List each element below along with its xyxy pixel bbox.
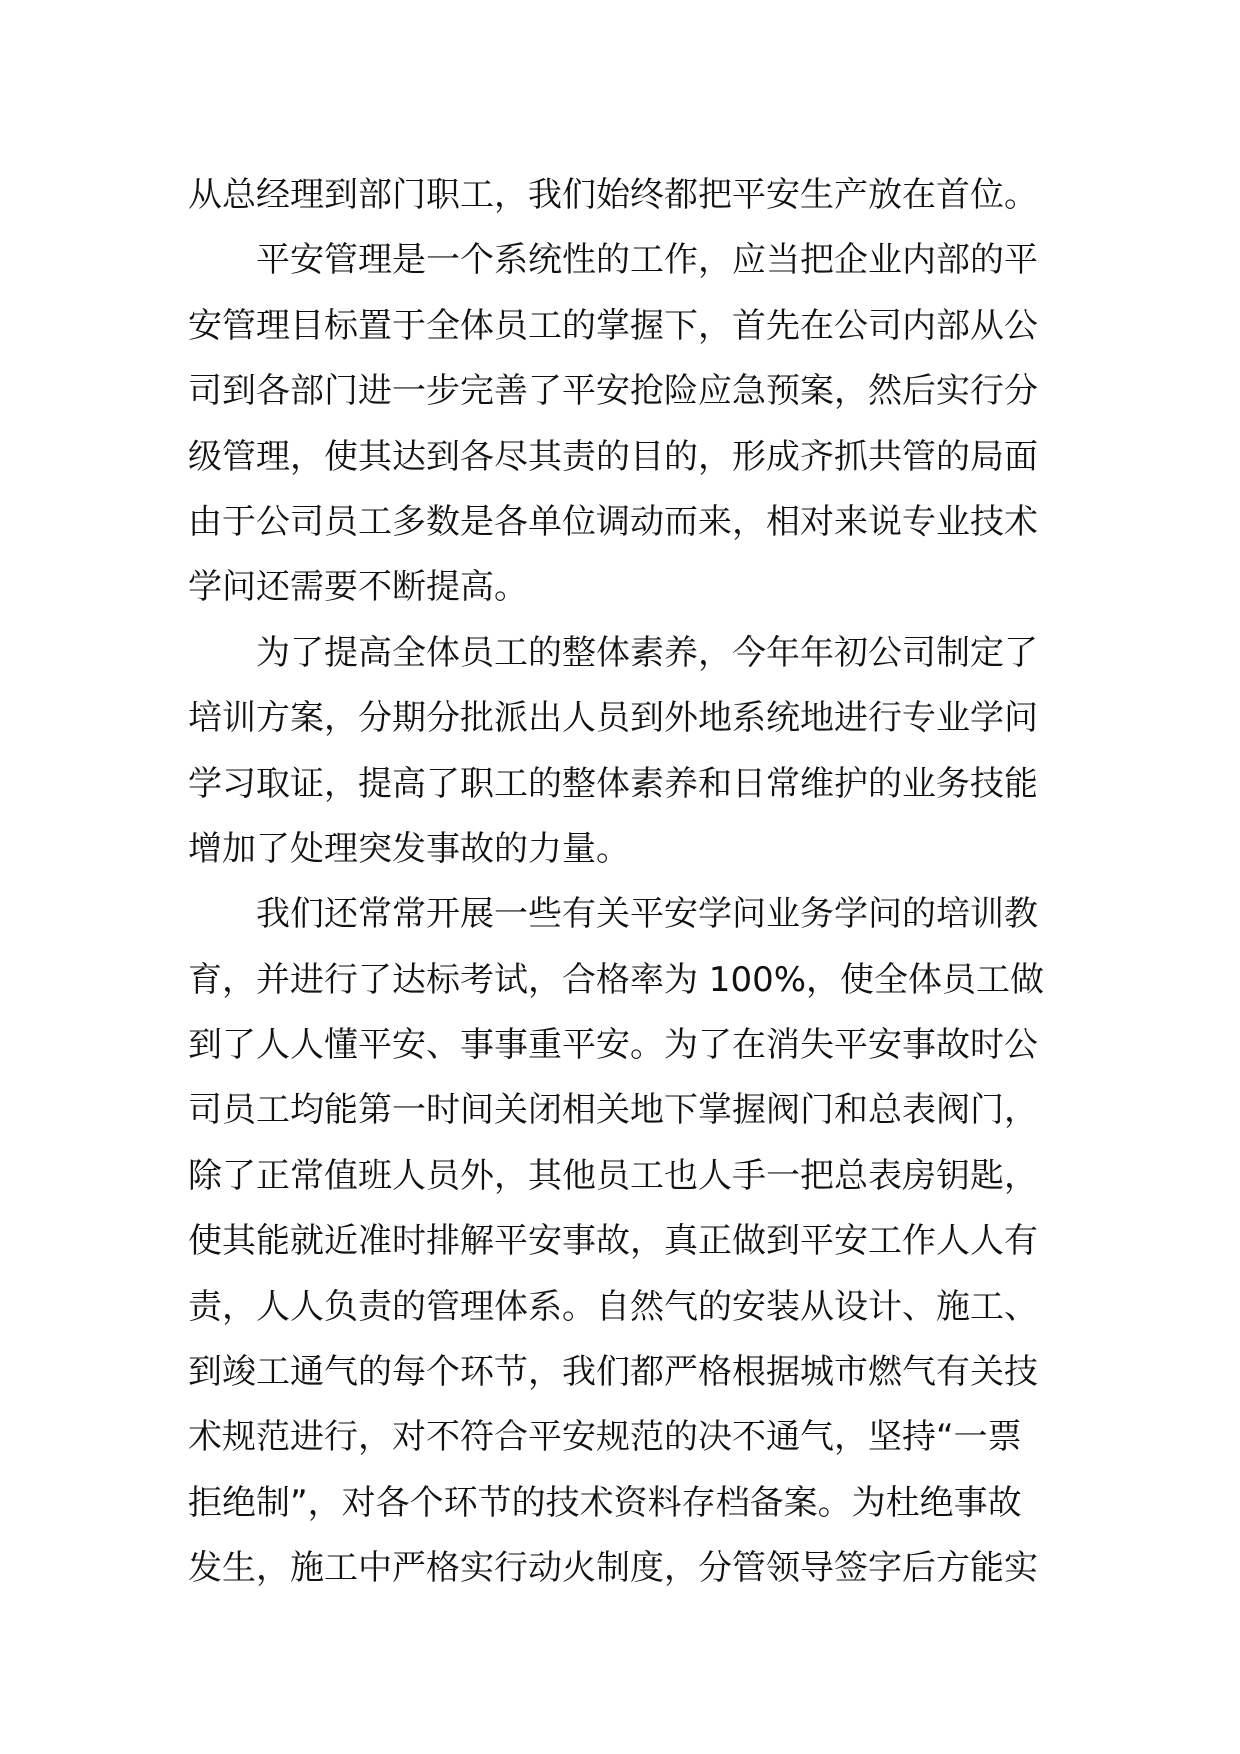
text-line: 使其能就近准时排解平安事故，真正做到平安工作人人有 (188, 1221, 1038, 1262)
text-line: 平安管理是一个系统性的工作，应当把企业内部的平 (256, 240, 1038, 281)
text-line: 学问还需要不断提高。 (188, 567, 528, 608)
body-text (188, 163, 1054, 1602)
text-line: 到竣工通气的每个环节，我们都严格根据城市燃气有关技 (188, 1352, 1038, 1393)
text-line: 到了人人懂平安、事事重平安。为了在消失平安事故时公 (188, 1025, 1038, 1066)
text-line: 级管理，使其达到各尽其责的目的，形成齐抓共管的局面 (188, 436, 1038, 477)
text-line: 为了提高全体员工的整体素养，今年年初公司制定了 (256, 632, 1038, 673)
text-line: 由于公司员工多数是各单位调动而来，相对来说专业技术 (188, 501, 1038, 542)
text-line: 安管理目标置于全体员工的掌握下，首先在公司内部从公 (188, 305, 1038, 346)
text-line: 发生，施工中严格实行动火制度，分管领导签字后方能实 (188, 1548, 1038, 1589)
text-line: 育，并进行了达标考试，合格率为 100%，使全体员工做 (188, 959, 1045, 1000)
text-line: 从总经理到部门职工，我们始终都把平安生产放在首位。 (188, 175, 1038, 215)
text-line: 增加了处理突发事故的力量。 (188, 828, 630, 869)
text-line: 拒绝制”，对各个环节的技术资料存档备案。为杜绝事故 (188, 1482, 1022, 1523)
text-line: 培训方案，分期分批派出人员到外地系统地进行专业学问 (188, 698, 1038, 739)
text-line: 责，人人负责的管理体系。自然气的安装从设计、施工、 (188, 1286, 1038, 1327)
text-line: 司员工均能第一时间关闭相关地下掌握阀门和总表阀门， (188, 1090, 1038, 1131)
text-line: 除了正常值班人员外，其他员工也人手一把总表房钥匙， (188, 1155, 1038, 1196)
text-line: 术规范进行，对不符合平安规范的决不通气，坚持“一票 (188, 1417, 1022, 1458)
text-line: 学习取证，提高了职工的整体素养和日常维护的业务技能 (188, 763, 1038, 804)
text-line: 我们还常常开展一些有关平安学问业务学问的培训教 (256, 894, 1038, 935)
text-line: 司到各部门进一步完善了平安抢险应急预案，然后实行分 (188, 371, 1038, 412)
